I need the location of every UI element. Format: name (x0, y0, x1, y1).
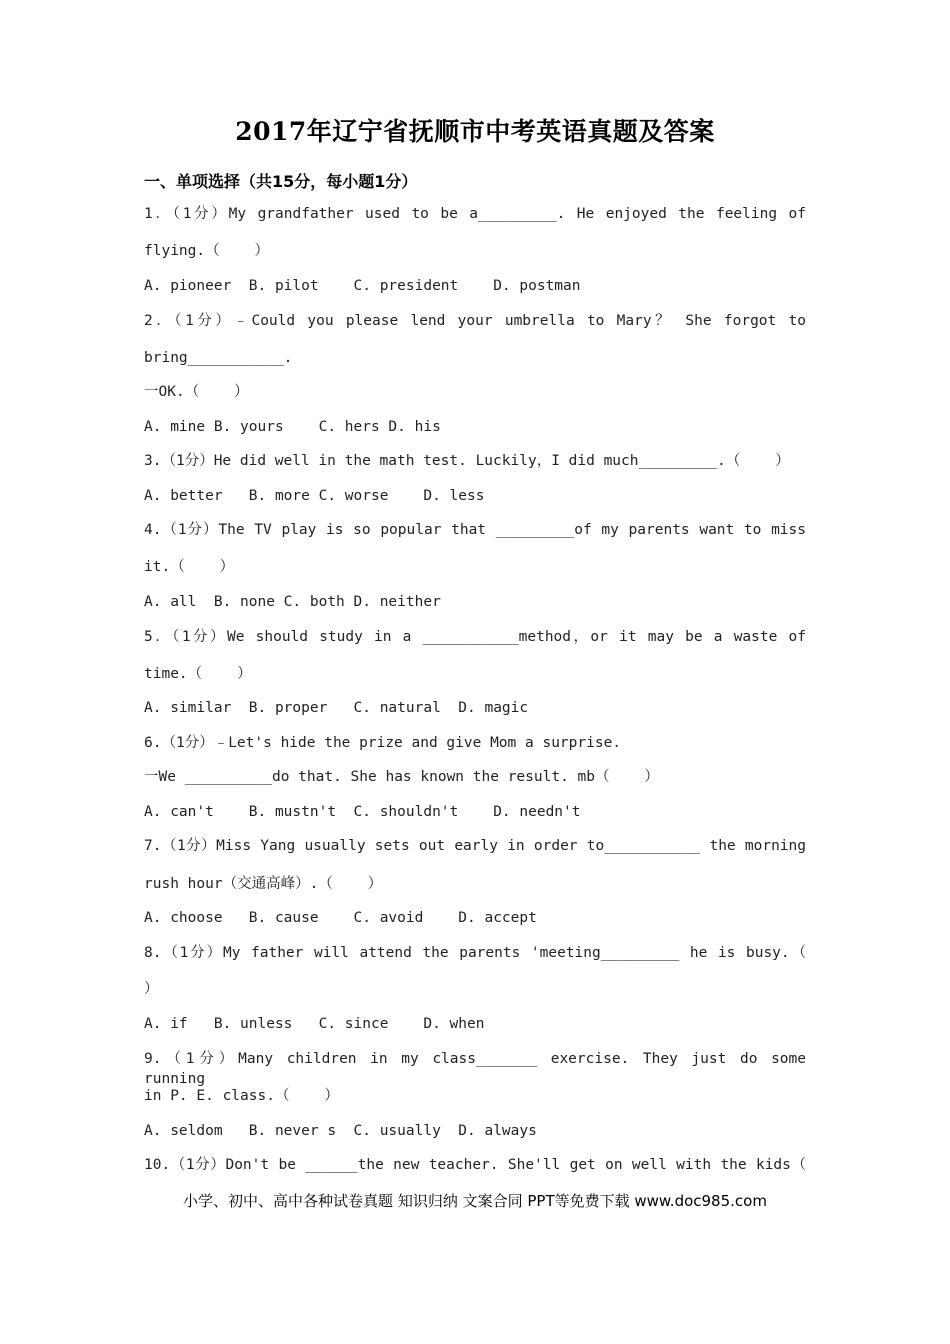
question-8-line-2: ） (144, 981, 159, 997)
question-6-line-2: 一We __________do that. She has known the result. mb（ ） (144, 769, 659, 785)
question-5-options: A. similar B. proper C. natural D. magic (144, 700, 529, 716)
question-2-line-1: 2．（1分）﹣Could you please lend your umbrella to Mary？ She forgot to (144, 313, 806, 329)
question-3-options: A. better B. more C. worse D. less (144, 488, 485, 504)
question-2-options: A. mine B. yours C. hers D. his (144, 419, 441, 435)
question-3-line-1: 3.（1分）He did well in the math test. Luckily，I did much_________.（ ） (144, 453, 790, 469)
question-1-options: A. pioneer B. pilot C. president D. postman (144, 278, 581, 294)
question-1-line-2: flying.（ ） (144, 243, 270, 259)
question-4-line-2: it.（ ） (144, 559, 235, 575)
question-6-options: A. can't B. mustn't C. shouldn't D. needn't (144, 804, 581, 820)
question-10-line-1: 10.（1分）Don't be ______the new teacher. She'll get on well with the kids（ (144, 1157, 806, 1173)
question-4-options: A. all B. none C. both D. neither (144, 594, 441, 610)
question-8-line-1: 8.（1分）My father will attend the parents 'meeting_________ he is busy.（ (144, 945, 806, 961)
question-9-line-2: in P. E. class.（ ） (144, 1088, 339, 1104)
question-9-line-1: 9.（1分）Many children in my class_______ exercise. They just do some running (144, 1051, 806, 1087)
page-footer: 小学、初中、高中各种试卷真题 知识归纳 文案合同 PPT等免费下载 www.doc985.com (183, 1192, 767, 1210)
question-7-line-2: rush hour（交通高峰）.（ ） (144, 876, 383, 892)
question-5-line-2: time.（ ） (144, 666, 252, 682)
question-9-options: A. seldom B. never s C. usually D. always (144, 1123, 537, 1139)
section-heading: 一、单项选择（共15分，每小题1分） (144, 172, 418, 191)
question-7-options: A. choose B. cause C. avoid D. accept (144, 910, 537, 926)
question-7-line-1: 7.（1分）Miss Yang usually sets out early in order to___________ the morning (144, 838, 806, 854)
document-title: 2017年辽宁省抚顺市中考英语真题及答案 (235, 117, 715, 146)
question-4-line-1: 4.（1分）The TV play is so popular that _________of my parents want to miss (144, 522, 806, 538)
question-8-options: A. if B. unless C. since D. when (144, 1016, 485, 1032)
question-2-line-3: 一OK.（ ） (144, 384, 249, 400)
question-5-line-1: 5．（1分）We should study in a ___________method，or it may be a waste of (144, 629, 806, 645)
question-6-line-1: 6.（1分）﹣Let's hide the prize and give Mom a surprise. (144, 735, 622, 751)
question-1-line-1: 1．（1分）My grandfather used to be a_________. He enjoyed the feeling of (144, 206, 806, 222)
question-2-line-2: bring___________. (144, 350, 293, 366)
